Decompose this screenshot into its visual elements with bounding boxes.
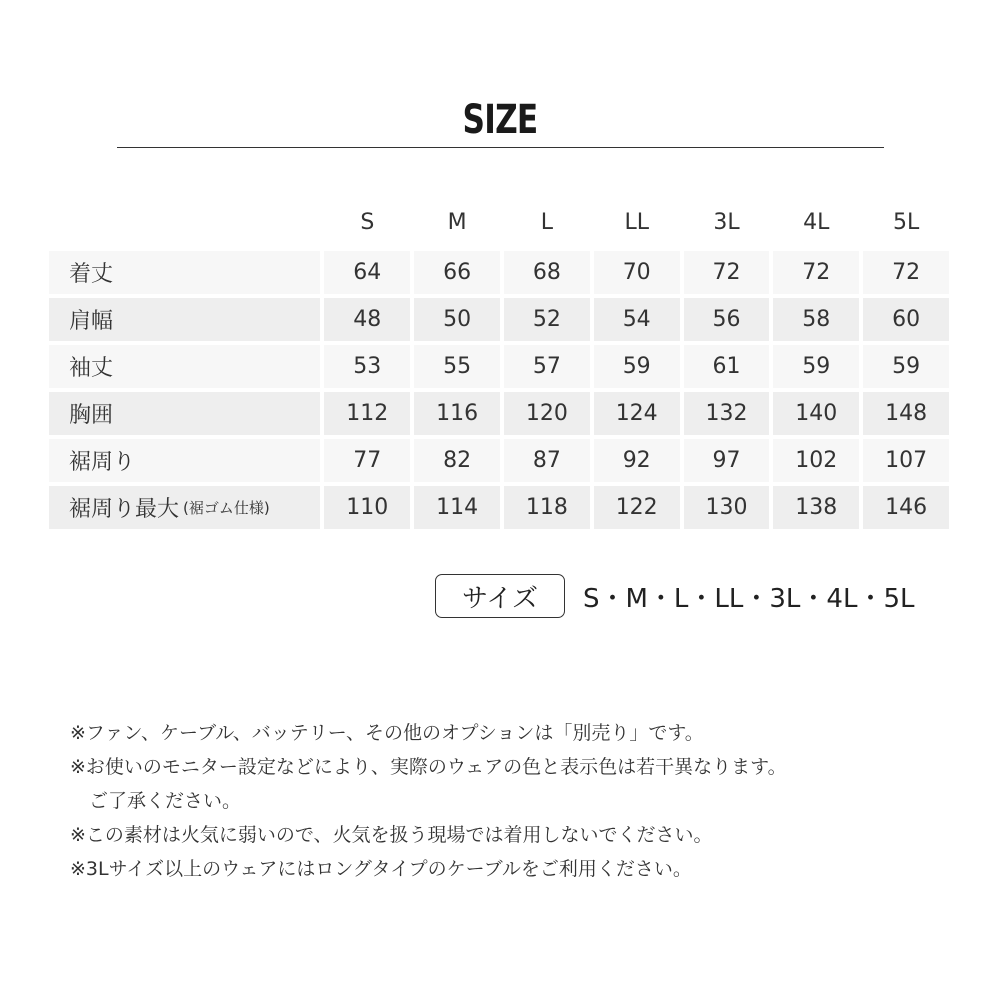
- table-cell: 97: [684, 439, 770, 482]
- table-cell: 116: [414, 392, 500, 435]
- row-label-text: 袖丈: [69, 356, 114, 381]
- title-divider: [117, 147, 884, 148]
- row-label-text: 肩幅: [69, 309, 114, 334]
- table-cell: 77: [324, 439, 410, 482]
- table-cell: 66: [414, 251, 500, 294]
- table-cell: 112: [324, 392, 410, 435]
- table-cell: 61: [684, 345, 770, 388]
- table-cell: 132: [684, 392, 770, 435]
- size-header: 4L: [803, 209, 830, 235]
- row-label: [49, 392, 320, 435]
- size-summary: [435, 574, 914, 618]
- table-cell: 53: [324, 345, 410, 388]
- table-cell: 138: [773, 486, 859, 529]
- row-label-text: 胸囲: [69, 403, 114, 428]
- table-row: [49, 345, 949, 392]
- size-badge: サイズ: [435, 574, 565, 618]
- table-cell: 57: [504, 345, 590, 388]
- table-cell: 54: [594, 298, 680, 341]
- row-label-note: (裾ゴム仕様): [183, 499, 270, 517]
- size-header: S: [360, 209, 375, 235]
- size-header: LL: [624, 209, 649, 235]
- table-cell: 58: [773, 298, 859, 341]
- table-cell: 60: [863, 298, 949, 341]
- note-line: ※この素材は火気に弱いので、火気を扱う現場では着用しないでください。: [70, 824, 713, 846]
- note-line: ※ファン、ケーブル、バッテリー、その他のオプションは「別売り」です。: [70, 722, 704, 744]
- table-cell: 56: [684, 298, 770, 341]
- table-row: [49, 251, 949, 298]
- row-label-text: 裾周り最大: [69, 497, 180, 522]
- table-cell: 55: [414, 345, 500, 388]
- table-cell: 124: [594, 392, 680, 435]
- table-cell: 118: [504, 486, 590, 529]
- header-corner: [49, 200, 320, 244]
- table-cell: 110: [324, 486, 410, 529]
- table-cell: 59: [594, 345, 680, 388]
- page-title: SIZE: [462, 97, 538, 143]
- row-label: [49, 345, 320, 388]
- size-header: 5L: [892, 209, 920, 235]
- table-cell: 72: [773, 251, 859, 294]
- table-cell: 59: [863, 345, 949, 388]
- table-row: [49, 392, 949, 439]
- size-header: L: [540, 209, 554, 235]
- size-table: [49, 200, 949, 533]
- table-cell: 140: [773, 392, 859, 435]
- table-cell: 114: [414, 486, 500, 529]
- table-cell: 50: [414, 298, 500, 341]
- table-row: [49, 486, 949, 533]
- table-cell: 59: [773, 345, 859, 388]
- table-cell: 72: [684, 251, 770, 294]
- table-cell: 87: [504, 439, 590, 482]
- table-cell: 120: [504, 392, 590, 435]
- table-cell: 72: [863, 251, 949, 294]
- table-cell: 48: [324, 298, 410, 341]
- table-cell: 102: [773, 439, 859, 482]
- table-cell: 92: [594, 439, 680, 482]
- table-cell: 82: [414, 439, 500, 482]
- row-label: [49, 298, 320, 341]
- table-cell: 148: [863, 392, 949, 435]
- size-header-row: [49, 200, 949, 244]
- note-line: ※お使いのモニター設定などにより、実際のウェアの色と表示色は若干異なります。: [70, 756, 787, 778]
- table-cell: 52: [504, 298, 590, 341]
- row-label-text: 着丈: [69, 262, 114, 287]
- size-header: 3L: [713, 209, 740, 235]
- table-row: [49, 298, 949, 345]
- table-cell: 64: [324, 251, 410, 294]
- notes: [70, 716, 970, 886]
- note-line: ※3Lサイズ以上のウェアにはロングタイプのケーブルをご利用ください。: [70, 858, 692, 880]
- available-sizes: S・M・L・LL・3L・4L・5L: [583, 583, 915, 614]
- row-label: [49, 251, 320, 294]
- row-label: [49, 439, 320, 482]
- table-cell: 146: [863, 486, 949, 529]
- table-cell: 122: [594, 486, 680, 529]
- size-header: M: [447, 209, 467, 235]
- table-row: [49, 439, 949, 486]
- table-cell: 70: [594, 251, 680, 294]
- table-cell: 68: [504, 251, 590, 294]
- table-cell: 107: [863, 439, 949, 482]
- row-label-text: 裾周り: [69, 450, 136, 475]
- row-label: [49, 486, 320, 529]
- table-cell: 130: [684, 486, 770, 529]
- note-line: ご了承ください。: [70, 790, 242, 812]
